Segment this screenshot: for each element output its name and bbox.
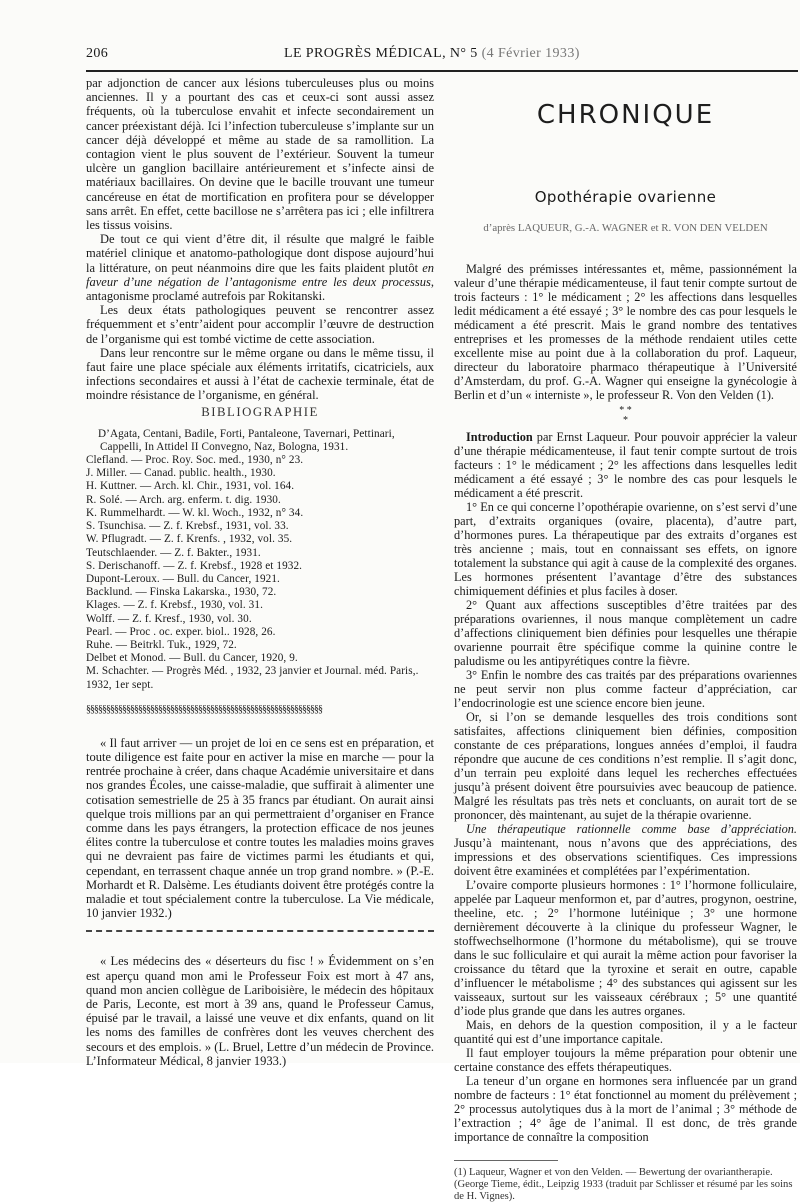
quotation-paragraph: « Les médecins des « déserteurs du fisc ! » Évidemment on s’en est aperçu quand mon ami le Professeur Foix est mort à 47 ans, quand mon ancien collègue de Lariboisière, le médecin des hôpitaux de Paris, Leconte, est mort à 39 ans, quand le Professeur Camus, épuisé par le travail, a laissé une veuve et dix enfants, quand on lit les noms des familles de confrères dont les veuves cherchent des secours et des emplois. » (L. Bruel, Lettre d’un médecin de Province. L’Informateur Médical, 8 janvier 1933.) <box>86 954 434 1068</box>
bibliography-entry: Clefland. — Proc. Roy. Soc. med., 1930, n° 23. <box>86 454 304 467</box>
body-paragraph: Dans leur rencontre sur le même organe ou dans le même tissu, il faut faire une place spéciale aux éléments irritatifs, cicatriciels, aux infections secondaires et aussi à l’état de cachexie terminale, état de moindre résistance de l’organisme, en général. <box>86 345 434 403</box>
bibliography-entry: Backlund. — Finska Lakarska., 1930, 72. <box>86 586 277 599</box>
article-body <box>454 262 797 1144</box>
running-header <box>86 46 798 68</box>
bibliography-entry: Ruhe. — Beitrkl. Tuk., 1929, 72. <box>86 638 237 651</box>
bibliography-heading: BIBLIOGRAPHIE <box>201 404 319 419</box>
bibliography-entry: Wolff. — Z. f. Kresf., 1930, vol. 30. <box>86 612 252 625</box>
body-paragraph: La teneur d’un organe en hormones sera influencée par un grand nombre de facteurs : 1° état fonctionnel au moment du prélèvement ; 2° processus autolytiques dus à la mort de l’animal ; 3° méthode de l’extraction ; 4° âge de l’animal. Il est donc, de très grande importance de connaître la composition <box>454 1074 797 1144</box>
body-paragraph: Il faut employer toujours la même préparation pour obtenir une certaine constance des effets thérapeutiques. <box>454 1046 797 1074</box>
text-run: par Ernst Laqueur. Pour pouvoir apprécier la valeur d’une thérapie médicamenteuse, il faut tenir compte surtout de trois facteurs : 1° le médicament ; 2° les affections dans lesquelles ledit médicament a été essayé ; 3° le nombre des cas pour lesquels le médicament a été prescrit. <box>454 430 797 500</box>
bibliography-entry: S. Tsunchisa. — Z. f. Krebsf., 1931, vol. 33. <box>86 520 289 533</box>
text-run: De tout ce qui vient d’être dit, il résulte que malgré le faible matériel clinique et anatomo-pathologique dont dispose aujourd’hui la littérature, on peut néanmoins dire que les faits plaident plutôt <box>86 232 434 275</box>
section-title: CHRONIQUE <box>536 100 715 130</box>
header-rule <box>86 70 798 72</box>
footnote-rule <box>454 1160 558 1161</box>
emphasis: Une thérapeutique rationnelle comme base d’appréciation. <box>466 822 797 836</box>
bibliography-entry: Delbet et Monod. — Bull. du Cancer, 1920, 9. <box>86 652 298 665</box>
body-paragraph <box>454 430 797 500</box>
run-in-heading: Introduction <box>466 430 533 444</box>
bibliography-entry: Klages. — Z. f. Krebsf., 1930, vol. 31. <box>86 599 263 612</box>
bibliography-entry: J. Miller. — Canad. public. health., 1930. <box>86 467 276 480</box>
bibliography-entry: Dupont-Leroux. — Bull. du Cancer, 1921. <box>86 572 280 585</box>
right-column <box>454 76 797 1204</box>
bibliography-entry: M. Schachter. — Progrès Méd. , 1932, 23 janvier et Journal. méd. Paris,. 1932, 1er sept. <box>86 665 419 691</box>
body-paragraph <box>454 822 797 878</box>
text-run: Jusqu’à maintenant, nous n’avons que des appréciations, des impressions et des observations scientifiques. Ces impressions doivent être examinées et complétées par l’expérimentation. <box>454 836 797 878</box>
left-column <box>86 76 434 1068</box>
body-paragraph: Mais, en dehors de la question composition, il y a le facteur quantité qui est d’une importance capitale. <box>454 1018 797 1046</box>
journal-name: LE PROGRÈS MÉDICAL, N° 5 <box>284 46 478 61</box>
asterism: * * * <box>619 405 632 426</box>
article-authors: d’après LAQUEUR, G.-A. WAGNER et R. VON DEN VELDEN <box>483 222 768 234</box>
body-paragraph: 3° Enfin le nombre des cas traités par des préparations ovariennes ne peut servir non plus comme facteur d’appréciation, car l’endocrinologie est une science encore bien jeune. <box>454 668 797 710</box>
bibliography-entry: S. Derischanoff. — Z. f. Krebsf., 1928 et 1932. <box>86 559 303 572</box>
issue-date: (4 Février 1933) <box>481 46 580 61</box>
body-paragraph: L’ovaire comporte plusieurs hormones : 1° l’hormone folliculaire, appelée par Laqueur menformon et, par d’autres, progynon, oestrine, theeline, etc. ; 2° l’hormone lutéinique ; 3° une hormone dernièrement découverte à la clinique du professeur Wagner, le stoffwechselhormone (l’hormone du métabolisme), qui se trouve dans le suc folliculaire et qui aurait la même action pour favoriser la croissance du têtard que la tyroxine et serait en outre, capable d’influencer le métabolisme ; 4° des substances qui agissent sur les vaisseaux, surtout sur les vaisseaux cérébraux ; 5° une quantité d’iode plus grande que dans les autres organes. <box>454 878 797 1018</box>
body-paragraph: 2° Quant aux affections susceptibles d’être traitées par des préparations ovariennes, il nous manque complètement un cadre d’affections cliniquement bien définies pour lesquelles une thérapie ovarienne pourrait être spécifique comme la quinine contre le paludisme ou les antipyrétiques contre la fièvre. <box>454 598 797 668</box>
bibliography-entry: Pearl. — Proc . oc. exper. biol.. 1928, 26. <box>86 625 276 638</box>
footnote: (1) Laqueur, Wagner et von den Velden. — Bewertung der ovariantherapie. (George Tieme, édit., Leipzig 1933 (traduit par Schlisser et résumé par les soins de H. Vignes). <box>454 1167 793 1203</box>
bibliography-list <box>86 428 434 692</box>
quotation-paragraph: « Il faut arriver — un projet de loi en ce sens est en préparation, et toute diligence est faite pour en activer la mise en marche — pour la rentrée prochaine à créer, dans chaque Académie universitaire et dans nos grandes Écoles, une caisse-maladie, que suffirait à alimenter une cotisation semestrielle de 25 à 35 francs par étudiant. On aurait ainsi quelque trois millions par an qui permettraient d’organiser en France comme dans les pays étrangers, la protection efficace de nos jeunes élites contre la tuberculose et contre toutes les maladies moins graves qui ne devraient pas faire de victimes parmi les étudiants et qui, cependant, en terrassent chaque année un trop grand nombre. » (P.-E. Morhardt et R. Dalsème. Les étudiants doivent être protégés contre la maladie et tout spécialement contre la tuberculose. La Vie médicale, 10 janvier 1932.) <box>86 735 434 921</box>
bibliography-entry: K. Rummelhardt. — W. kl. Woch., 1932, n° 34. <box>86 506 304 519</box>
journal-title <box>284 46 580 62</box>
bibliography-entry: W. Pflugradt. — Z. f. Krenfs. , 1932, vol. 35. <box>86 533 293 546</box>
dashed-divider <box>86 930 434 940</box>
body-paragraph: Les deux états pathologiques peuvent se rencontrer assez fréquemment et s’entr’aident pour accomplir l’œuvre de destruction de l’organisme qui est tombé victime de cette association. <box>86 303 434 346</box>
bibliography-entry: Teutschlaender. — Z. f. Bakter., 1931. <box>86 546 261 559</box>
bibliography-entry: H. Kuttner. — Arch. kl. Chir., 1931, vol. 164. <box>86 480 295 493</box>
text-run: , antagonisme proclamé autrefois par Rokitanski. <box>86 274 434 304</box>
body-paragraph: 1° En ce qui concerne l’opothérapie ovarienne, on s’est servi d’une part, d’extraits organiques (ovaire, placenta), d’autre part, d’hormones pures. La thérapeutique par des extraits d’organes est très ancienne ; mais, tout en connaissant ses effets, on ignore totalement la substance qui agit à cause de la complexité des organes. Les hormones présentent l’avantage d’être des substances chimiquement définies et plus faciles à doser. <box>454 500 797 598</box>
article-title: Opothérapie ovarienne <box>534 188 717 206</box>
bibliography-entry: D’Agata, Centani, Badile, Forti, Pantaleone, Tavernari, Pettinari, Cappelli, In Attidel II Convegno, Naz, Bologna, 1931. <box>98 427 395 453</box>
emphasis: en faveur d’une négation de l’antagonisme entre les deux processus <box>86 260 434 289</box>
body-paragraph: Or, si l’on se demande lesquelles des trois conditions sont satisfaites, affections cliniquement bien définies, composition constante de ces préparations, longues années d’emploi, il faudra répondre que aucune de ces conditions n’est remplie. Il s’agit donc, d’un terrain peu exploité dans lequel les recherches effectuées jusqu’à présent doivent être poursuivies avec beaucoup de patience. Malgré les résultats pas très nets et concluants, on aurait tort de se prononcer, dès maintenant, au sujet de la thérapie ovarienne. <box>454 710 797 822</box>
ornamental-divider: §§§§§§§§§§§§§§§§§§§§§§§§§§§§§§§§§§§§§§§§§§§§§§§§§§§§§§§§§§§ <box>86 703 322 715</box>
page-number: 206 <box>86 46 109 61</box>
body-paragraph: Malgré des prémisses intéressantes et, même, passionnément la valeur d’une thérapie médicamenteuse, il faut tenir compte surtout de trois facteurs : 1° le médicament ; 2° les affections dans lesquelles ledit médicament a été essayé ; 3° le nombre des cas pour lesquels le médicament a été prescrit. Mais le grand nombre des tentatives entreprises et les promesses de la méthode rendaient utiles cette excellente mise au point due à la collaboration du prof. Laqueur, directeur du laboratoire pharmaco thérapeutique à l’Université d’Amsterdam, du prof. G.-A. Wagner qui enseigne la gynécologie à Berlin et d’un « interniste », le professeur R. Von den Velden (1). <box>454 262 797 402</box>
body-paragraph: par adjonction de cancer aux lésions tuberculeuses plus ou moins anciennes. Il y a pourtant des cas et ceux-ci sont aussi assez fréquents, où la tuberculose envahit et infecte secondairement un cancer préexistant déjà. Ici l’infection tuberculeuse s’implante sur un cancer déjà développé et même au stade de sa ramollition. La contagion vient le plus souvent de l’extérieur. Souvent la tumeur ulcère un ganglion bacillaire antérieurement et s’infecte ainsi de matériaux bacillaires. On devine que le bacille trouvant une tumeur cancéreuse en état de mortification en profitera pour se développer sans arrêt. En effet, cette bacillose ne s’arrêtera pas ici ; elle infiltrera les tissus voisins. <box>86 76 434 233</box>
bibliography-entry: R. Solé. — Arch. arg. enferm. t. dig. 1930. <box>86 493 281 506</box>
body-paragraph <box>86 232 434 303</box>
